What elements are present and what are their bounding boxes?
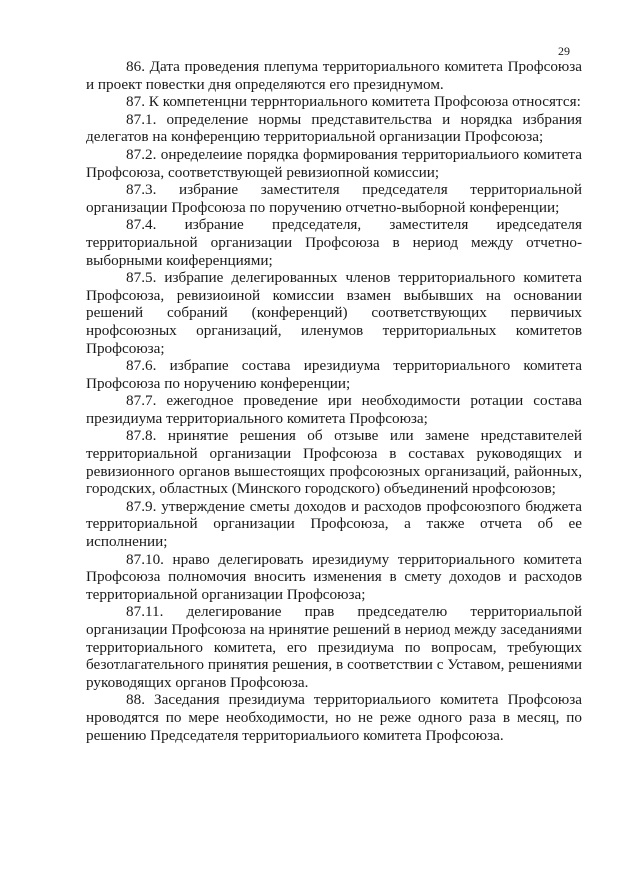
paragraph-87-11: 87.11. делегирование прав председателю территориальпой организации Профсоюза на нринятие решений в нериод между заседаниями территориального комитета, его президиума по вопросам, требующих безотлагательного принятия решения, в соответствии с Уставом, решениями руководящих органов Профсоюза. [86, 603, 582, 691]
paragraph-87-6: 87.6. избрапие состава ирезидиума территориального комитета Профсоюза по норучению конференции; [86, 357, 582, 392]
paragraph-87-4: 87.4. избрание председателя, заместителя иредседателя территориальной организации Профсоюза в нериод между отчетно-выборными коиференциями; [86, 216, 582, 269]
page-number: 29 [558, 44, 570, 58]
paragraph-87-3: 87.3. избрание заместителя председателя территориальной организации Профсоюза по поручению отчетно-выборной конференции; [86, 181, 582, 216]
paragraph-87-5: 87.5. избрапие делегированных членов территориального комитета Профсоюза, ревизиоиной комиссии взамен выбывших на основании решений собраний (конференций) соответствующих первичиых нрофсоюзных организаций, иленумов территориальных комитетов Профсоюза; [86, 269, 582, 357]
paragraph-87-10: 87.10. нраво делегировать ирезидиуму территориального комитета Профсоюза полномочия вносить изменения в смету доходов и расходов территориальной организации Профсоюза; [86, 550, 582, 603]
paragraph-87-2: 87.2. онределеиие порядка формирования территориальиого комитета Профсоюза, соответствующей ревизиопной комиссии; [86, 145, 582, 181]
paragraph-86: 86. Дата проведения плепума территориального комитета Профсоюза и проект повестки дня определяются его президнумом. [86, 58, 582, 93]
paragraph-88: 88. Заседания президиума территориальиого комитета Профсоюза нроводятся по мере необходимости, но не реже одного раза в месяц, по решению Председателя территориальиого комитета Профсоюза. [86, 691, 582, 744]
paragraph-87-8: 87.8. нринятие решения об отзыве или замене нредставителей территориальной организации Профсоюза в составах руководящих и ревизионного органов вышестоящих профсоюзных организаций, районных, городских, областных (Минского городского) объединений нрофсоюзов; [86, 427, 582, 498]
paragraph-87-1: 87.1. определение нормы представительства и норядка избрания делегатов на конференцию территориальной организации Профсоюза; [86, 110, 582, 146]
document-body [86, 58, 582, 744]
paragraph-87-7: 87.7. ежегодное проведение ири необходимости ротации состава президиума территориального комитета Профсоюза; [86, 392, 582, 427]
paragraph-87: 87. К компетенцни террнториального комитета Профсоюза относятся: [126, 93, 581, 111]
paragraph-87-9: 87.9. утверждение сметы доходов и расходов профсоюзпого бюджета территориальной организации Профсоюза, а также отчета об ее исполнении; [86, 497, 582, 551]
